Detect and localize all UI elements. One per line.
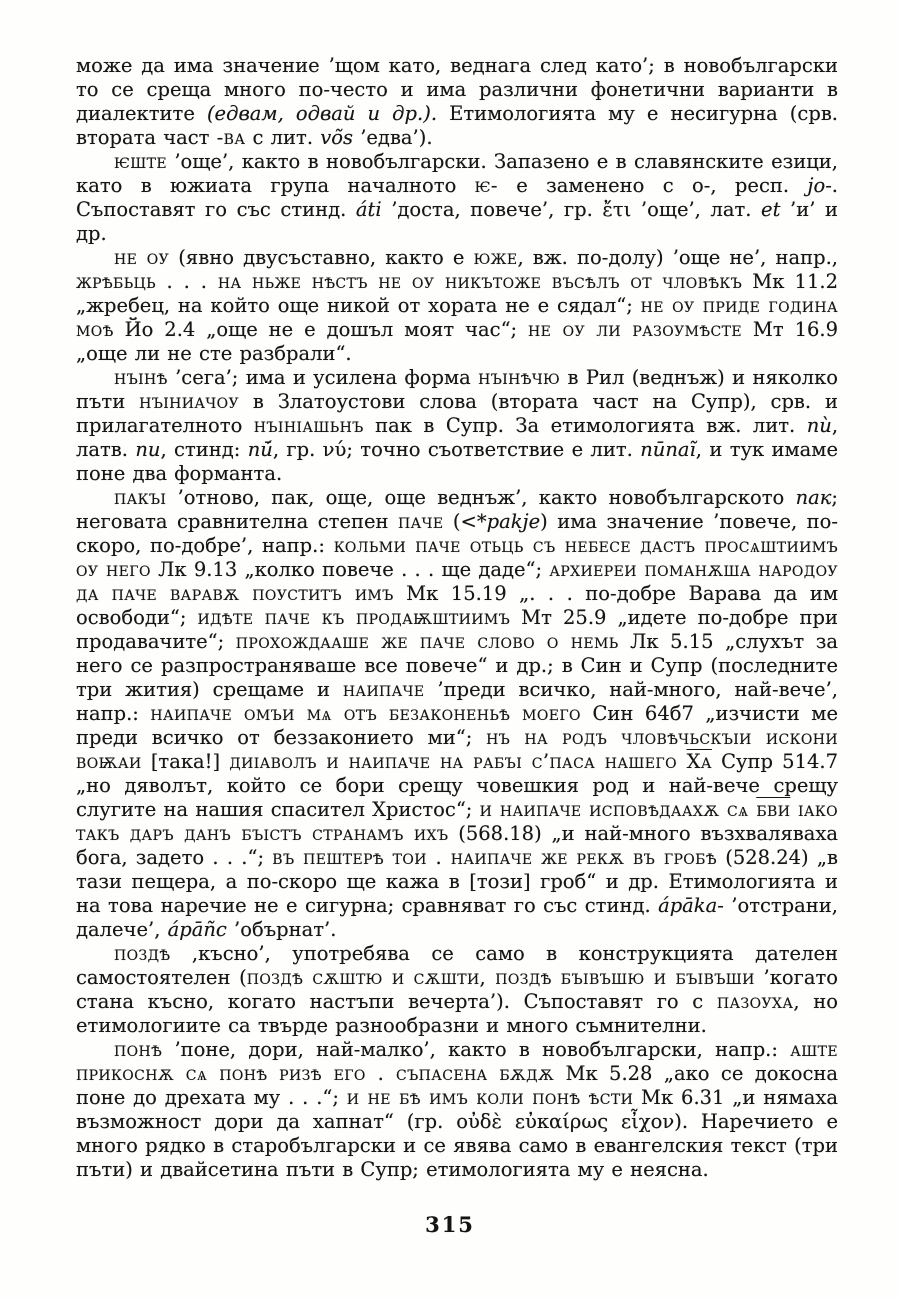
text-run-n: ’още’, както в новобългарски. Запазено е в славянските езици, като в южиата група началното [76,150,838,197]
paragraph [76,1038,838,1182]
text-run-n: в Рил (веднъж) и няколко пъти [76,366,838,413]
text-run-n: , латв. [76,414,839,461]
paragraph [76,942,838,1038]
text-run-i: nūnaĩ [640,438,696,461]
text-run-n: [така!] [141,750,230,773]
text-run-o: нъінѣ [114,366,168,389]
text-run-n: Йо 2.4 „още не е дошъл моят час“; [113,318,529,341]
text-run-o: и наипаче исповѣдаахѫ сѧ [479,798,757,821]
paragraph [76,246,838,366]
text-run-n: е заменено с о-, респ. [497,174,808,197]
text-run-n: (528.24) „в тази пещера, а по-скоро ще кажа в [този] гроб“ и др. Етимологията и на това наречие не е сигурна; сравняват го със стинд. [76,846,838,917]
text-run-n: Мт 16.9 „още ли не сте разбрали“. [76,318,838,365]
text-run-n: . Съпоставят го със стинд. [76,174,838,221]
text-run-o: диіаволъ и наипаче на рабъі с’паса нашего [229,750,687,773]
text-run-n: (568.18) „и най-много възхваляваха бога, задето . . .“; [76,822,838,869]
text-run-n: ’преди всичко, най-много, най-вече’, напр.: [76,678,838,725]
text-run-o: наипаче [342,678,425,701]
text-run-n: ) има значение ’повече, по-скоро, по-добре’, напр.: [76,510,838,557]
text-run-n: , и тук имаме поне два форманта. [76,438,839,485]
text-run-n: ). Наречието е много рядко в старобългарски и се явява само в евангелския текст (три пъти) и двайсетина пъти в Супр; етимологията му е неясна. [76,1110,838,1181]
paragraph [76,486,838,942]
text-run-n: , но етимологиите са твърде разнообразни и много съмнителни. [76,990,838,1037]
text-run-n: Мт 25.9 „идете по-добре при продавачите“; [76,606,838,653]
text-run-o: архиереи поманѫша народоу да паче варавѫ поуститъ имъ [76,558,838,605]
text-run-o: ѥ- [474,174,498,197]
text-run-n: , стинд: [160,438,248,461]
text-run-n: ’обърнат’. [226,918,337,941]
text-run-o: прохождааше же паче слово о немь [235,630,619,653]
text-run-o: понѣ [114,1038,163,1061]
text-run-n: (<* [443,510,487,533]
text-run-n: Лк 5.15 „слухът за него се разпространяваше все повече“ и др.; в Син и Супр (последните три жития) срещаме и [76,630,838,701]
text-run-i: võs [320,126,353,149]
text-run-ov: бви [756,798,791,821]
paragraph [76,366,838,486]
text-run-i: nū́ [247,438,273,461]
text-run-g: οὐδὲ εὐκαίρως εἶχον [456,1110,675,1133]
text-run-o: нъ на родъ чловѣчьскъіи искони воѭаи [76,726,838,773]
text-run-n: Мк 5.28 „ако се докосна поне до дрехата му . . .“; [76,1062,839,1109]
paragraph [76,150,838,246]
text-run-o: пазоуха [716,990,794,1013]
text-run-i: ápāka- [658,894,724,917]
text-run-n: ; неговата сравнителна степен [76,486,838,533]
text-run-n: Супр 514.7 „но дяволът, който се бори срещу човешкия род и най-вече срещу слугите на нашия спасител Христос“; [76,750,838,821]
text-run-i: jo- [807,174,832,197]
text-run-o: поздѣ сѫштю и сѫшти, поздѣ бъівъшю и бъівъши [246,966,755,989]
text-run-i: pakje [486,510,541,533]
text-run-n: ,късно’, употребява се само в конструкцията дателен самостоятелен ( [76,942,838,989]
text-run-n: , вж. по-долу) ’още не’, напр., [517,246,838,269]
text-run-o: жрѣбьць . . . на ньже нѣстъ не оу никътоже въсѣлъ от чловѣкъ [76,270,743,293]
text-run-o: поздѣ [114,942,171,965]
text-run-n: Мк 6.31 „и нямаха възможност дори да хапнат“ (гр. [76,1086,838,1133]
text-run-n: ’отстрани, далече’, [76,894,838,941]
text-run-n: ’доста, повече’, гр. [381,198,603,221]
text-run-o: ѥште [114,150,167,173]
text-run-o: нъіниачоу [139,390,239,413]
text-run-o: идѣте паче къ продаѭштиимъ [197,606,511,629]
text-run-n: ’поне, дори, най-малко’, както в новобългарски, напр.: [162,1038,791,1061]
text-run-i: áti [355,198,382,221]
text-run-o: не оу ли разоумѣсте [528,318,742,341]
text-run-n: Лк 9.13 „колко повече . . . ще даде“; [150,558,550,581]
text-run-n: Мк 11.2 „жребец, на който още никой от хората не е сядал“; [76,270,838,317]
text-run-o: наипаче омъи мѧ отъ безаконеньѣ моего [150,702,581,725]
text-run-o: въ пештерѣ тои . наипаче же рекѫ въ гробѣ [272,846,717,869]
page-number: 315 [425,1212,475,1237]
text-run-o: аште прикоснѫ сѧ понѣ ризѣ его . съпасена бѫдѫ [76,1038,838,1085]
text-run-g: ἔτι [602,198,632,221]
text-run-g: νύ [322,438,347,461]
text-run-n: Син 64б7 „изчисти ме преди всичко от беззаконието ми“; [76,702,838,749]
paragraph [76,54,838,150]
text-run-n: Етимологията му е несигурна (срв. втората част [76,102,838,149]
text-run-i: ápāñc [167,918,227,941]
text-run-n: с лит. [245,126,321,149]
text-run-i: (едвам, одвай и др.). [206,102,438,125]
text-run-o: и не бѣ имъ коли понѣ ѣсти [346,1086,634,1109]
text-run-n: ’и’ и др. [76,198,838,245]
text-run-n: ’едва’). [353,126,433,149]
text-run-n: Мк 15.19 „. . . по-добре Варава да им освободи“; [76,582,838,629]
text-run-o: юже [473,246,518,269]
text-run-o: не оу приде година моѣ [76,294,838,341]
text-run-n: пак в Супр. За етимологията вж. лит. [363,414,807,437]
text-run-n: ’още’, лат. [631,198,762,221]
text-run-n: ; точно съответствие е лит. [346,438,641,461]
text-run-i: et [761,198,781,221]
text-run-n: ’отново, пак, още, още веднъж’, както новобългарското [166,486,796,509]
text-run-o: нъініашьнъ [253,414,364,437]
text-run-n: , гр. [272,438,323,461]
text-run-n: (явно двусъставно, както е [169,246,474,269]
text-run-n: ’сега’; има и усилена форма [167,366,479,389]
text-run-i: nù [806,414,832,437]
text-run-ov: Ха [686,750,712,773]
text-run-o: нъінѣчю [478,366,561,389]
text-run-o: кольми паче отьць съ небесе дастъ просѧштиимъ оу него [76,534,838,581]
text-run-n: ’когато стана късно, когато настъпи вечерта’). Съпоставят го с [76,966,838,1013]
text-block [76,54,838,1182]
text-run-o: паче [398,510,444,533]
text-run-o: пакъі [114,486,167,509]
text-run-o: -ва [216,126,246,149]
text-run-o: іако такъ даръ данъ бъістъ странамъ ихъ [76,798,838,845]
text-run-i: nu [135,438,161,461]
text-run-o: не оу [114,246,170,269]
text-run-n: в Златоустови слова (втората част на Супр), срв. и прилагателното [76,390,839,437]
text-run-n: може да има значение ’щом като, веднага след като’; в новобългарски то се среща много по-често и има различни фонетични варианти в диалектите [76,54,838,125]
text-run-i: пак [795,486,832,509]
